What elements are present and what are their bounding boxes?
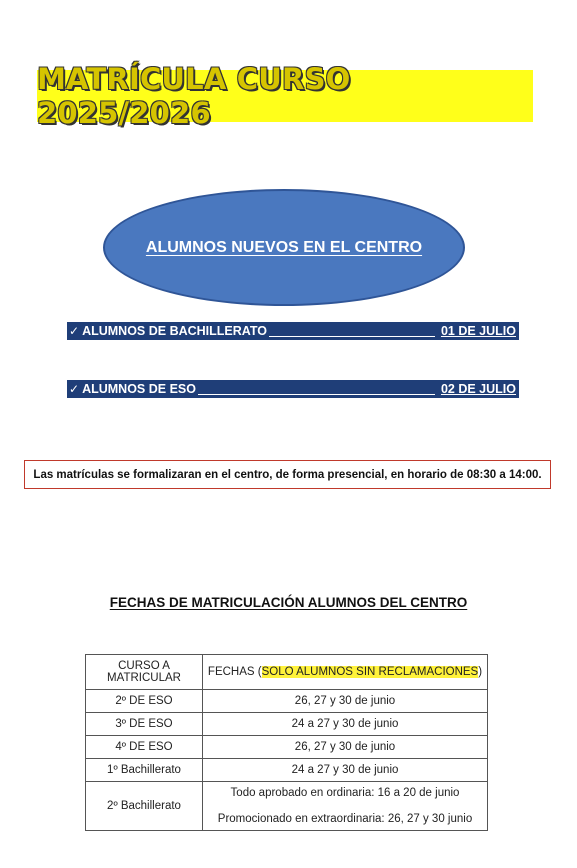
header-course: CURSO A MATRICULAR (86, 655, 203, 690)
enrollment-notice (24, 460, 551, 489)
fill-line (269, 325, 435, 337)
course-cell: 2º DE ESO (86, 690, 203, 713)
dates-line: Promocionado en extraordinaria: 26, 27 y 30 junio (217, 813, 473, 825)
bar-label: ALUMNOS DE ESO (82, 382, 196, 396)
check-icon: ✓ (69, 324, 80, 338)
dates-line: Todo aprobado en ordinaria: 16 a 20 de junio (230, 787, 460, 799)
course-cell: 1º Bachillerato (86, 759, 203, 782)
table-row (86, 736, 488, 759)
table-row (86, 690, 488, 713)
enrollment-dates-table (85, 654, 488, 831)
fill-line (198, 383, 435, 395)
dates-cell (203, 782, 488, 831)
bar-label: ALUMNOS DE BACHILLERATO (82, 324, 268, 338)
dates-cell: 26, 27 y 30 de junio (203, 736, 488, 759)
course-cell: 3º DE ESO (86, 713, 203, 736)
new-students-heading: ALUMNOS NUEVOS EN EL CENTRO (145, 238, 423, 256)
page-title: MATRÍCULA CURSO 2025/2026 (37, 62, 351, 130)
course-cell: 2º Bachillerato (86, 782, 203, 831)
notice-text: Las matrículas se formalizaran en el centro, de forma presencial, en horario de 08:30 a 14:00. (33, 468, 542, 481)
table-row (86, 759, 488, 782)
course-cell: 4º DE ESO (86, 736, 203, 759)
dates-cell: 24 a 27 y 30 de junio (203, 759, 488, 782)
table-row (86, 782, 488, 831)
bar-date: 01 DE JULIO (440, 324, 516, 338)
table-row (86, 713, 488, 736)
header-dates: FECHAS (SOLO ALUMNOS SIN RECLAMACIONES) (203, 655, 488, 690)
bar-date: 02 DE JULIO (440, 382, 516, 396)
current-students-heading: FECHAS DE MATRICULACIÓN ALUMNOS DEL CENTRO (109, 595, 468, 610)
highlighted-text: SOLO ALUMNOS SIN RECLAMACIONES (261, 666, 479, 678)
dates-cell: 24 a 27 y 30 de junio (203, 713, 488, 736)
check-icon: ✓ (69, 382, 80, 396)
eso-schedule-bar (67, 380, 519, 398)
table-header-row (86, 655, 488, 690)
new-students-ellipse (103, 189, 465, 306)
title-banner (37, 62, 533, 130)
bachillerato-schedule-bar (67, 322, 519, 340)
dates-cell: 26, 27 y 30 de junio (203, 690, 488, 713)
